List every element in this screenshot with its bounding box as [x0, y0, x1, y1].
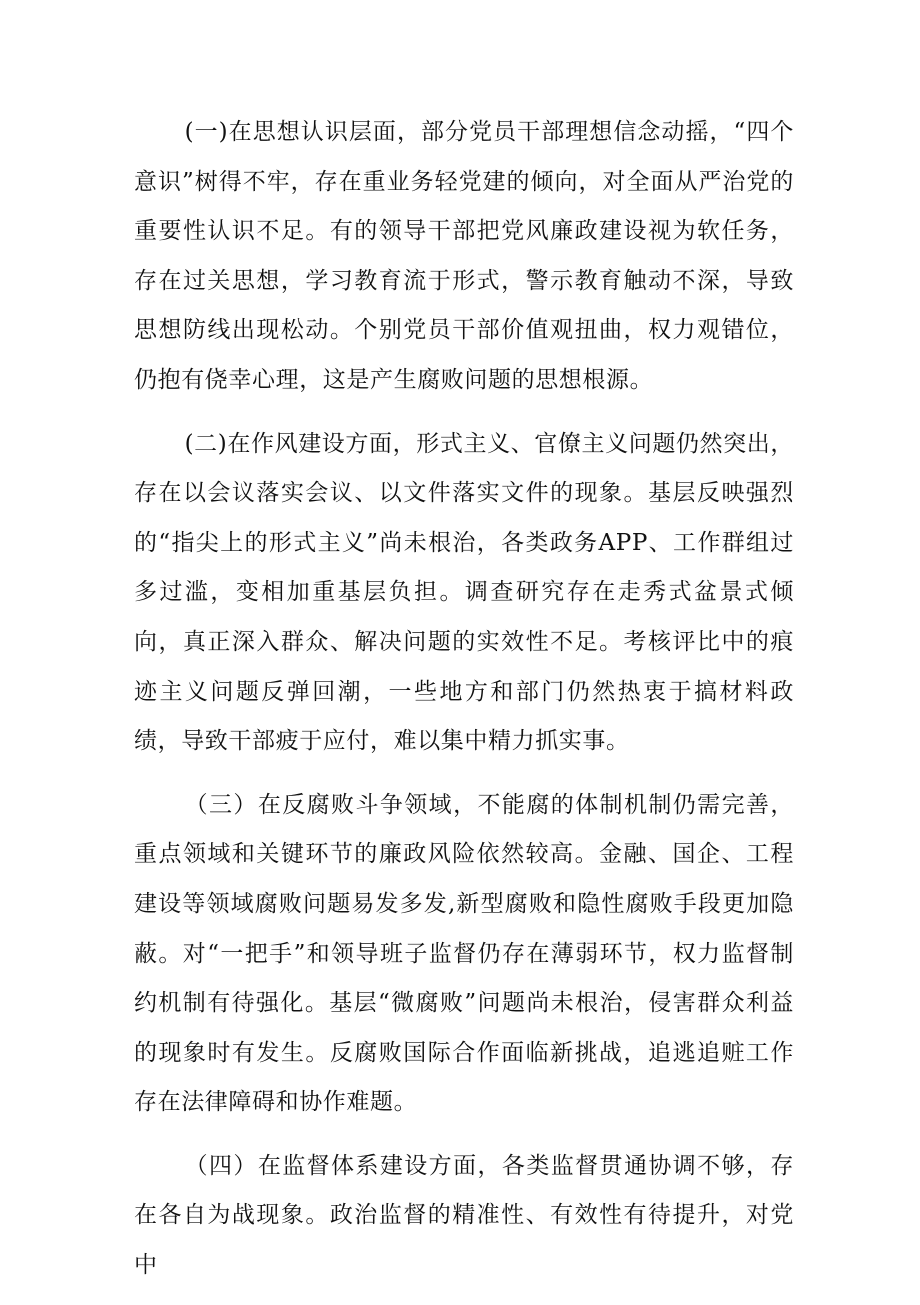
paragraph-anti-corruption: （三）在反腐败斗争领域，不能腐的体制机制仍需完善，重点领域和关键环节的廉政风险依然较高。金融、国企、工程建设等领域腐败问题易发多发,新型腐败和隐性腐败手段更加隐蔽。对“一把手”和领导班子监督仍存在薄弱环节，权力监督制约机制有待强化。基层“微腐败”问题尚未根治，侵害群众利益的现象时有发生。反腐败国际合作面临新挑战，追逃追赃工作存在法律障碍和协作难题。	[134, 791, 794, 1116]
paragraph-supervision-system: （四）在监督体系建设方面，各类监督贯通协调不够，存在各自为战现象。政治监督的精准性、有效性有待提升，对党中	[134, 1152, 794, 1279]
document-body	[134, 108, 794, 1305]
paragraph-work-style: (二)在作风建设方面，形式主义、官僚主义问题仍然突出，存在以会议落实会议、以文件落实文件的现象。基层反映强烈的“指尖上的形式主义”尚未根治，各类政务APP、工作群组过多过滥，变相加重基层负担。调查研究存在走秀式盆景式倾向，真正深入群众、解决问题的实效性不足。考核评比中的痕迹主义问题反弹回潮，一些地方和部门仍然热衷于搞材料政绩，导致干部疲于应付，难以集中精力抓实事。	[134, 430, 794, 755]
paragraph-thinking-awareness: (一)在思想认识层面，部分党员干部理想信念动摇，“四个意识”树得不牢，存在重业务轻党建的倾向，对全面从严治党的重要性认识不足。有的领导干部把党风廉政建设视为软任务，存在过关思想，学习教育流于形式，警示教育触动不深，导致思想防线出现松动。个别党员干部价值观扭曲，权力观错位，仍抱有侥幸心理，这是产生腐败问题的思想根源。	[134, 119, 794, 393]
